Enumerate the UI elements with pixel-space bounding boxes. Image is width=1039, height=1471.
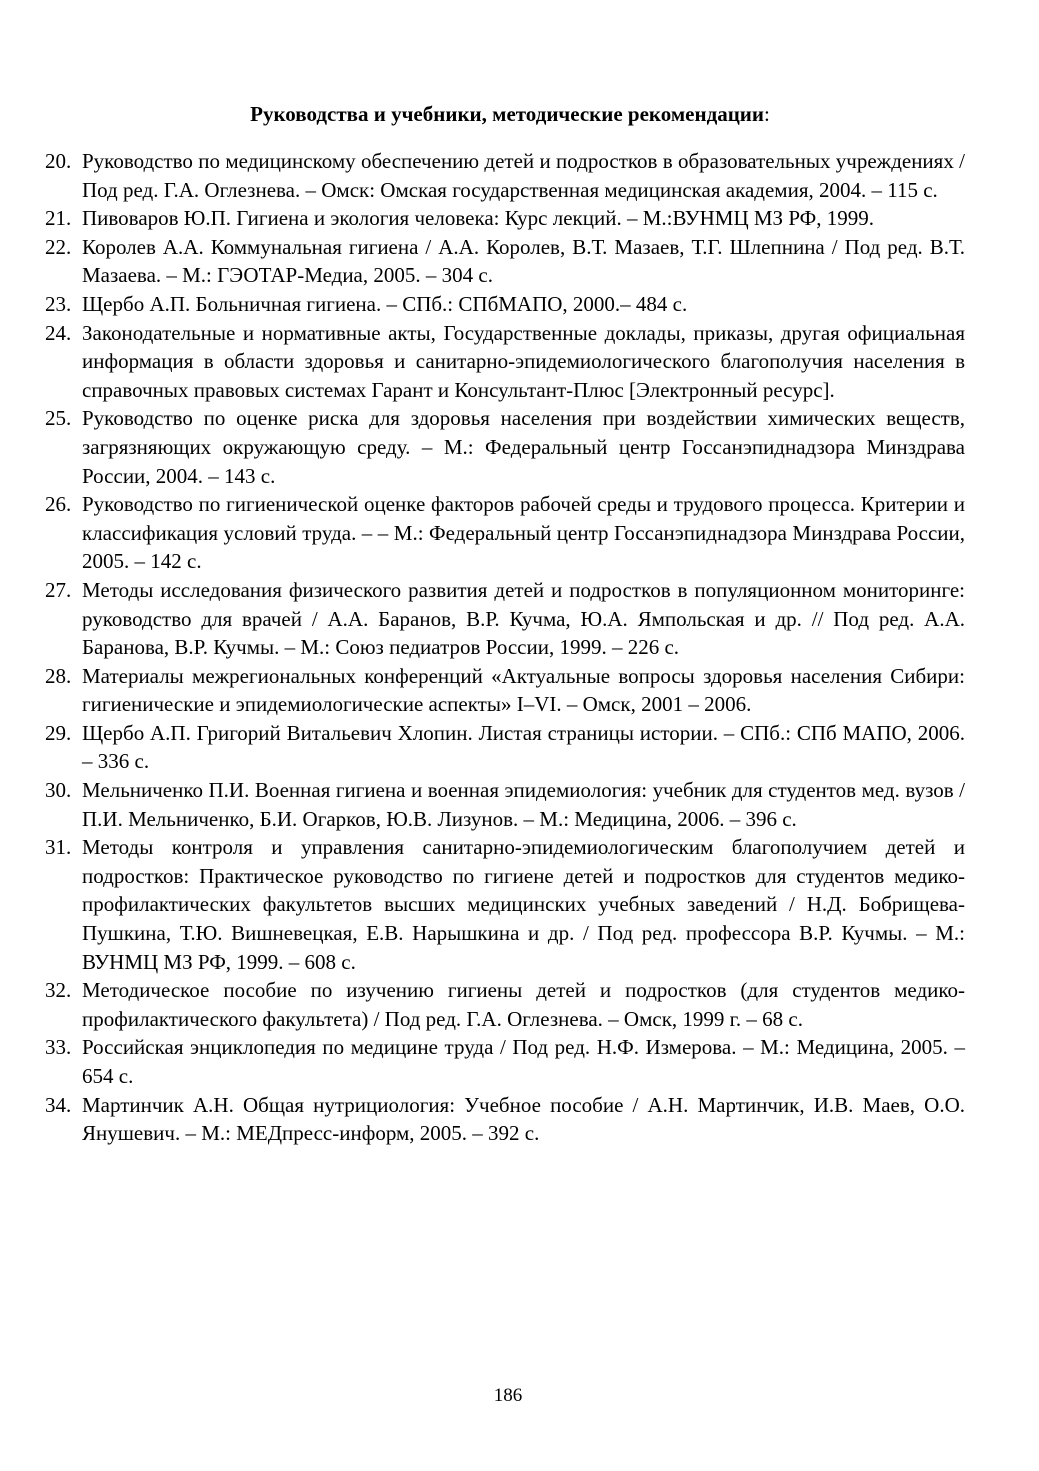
page-number: 186: [493, 1385, 523, 1406]
reference-number: 22.: [45, 234, 72, 259]
reference-text: Щербо А.П. Больничная гигиена. – СПб.: СПбМАПО, 2000.– 484 с.: [82, 291, 688, 316]
reference-text: Материалы межрегиональных конференций «Актуальные вопросы здоровья населения Сибири: гигиенические и эпидемиологические аспекты» I–VI. – Омск, 2001 – 2006.: [82, 663, 965, 717]
reference-text: Пивоваров Ю.П. Гигиена и экология человека: Курс лекций. – М.:ВУНМЦ МЗ РФ, 1999.: [82, 206, 874, 231]
reference-number: 21.: [45, 206, 72, 231]
reference-item: [45, 233, 965, 290]
reference-item: [45, 976, 965, 1033]
reference-item: [45, 204, 965, 233]
reference-text: Российская энциклопедия по медицине труда / Под ред. Н.Ф. Измерова. – М.: Медицина, 2005. – 654 с.: [82, 1035, 965, 1088]
reference-item: [45, 719, 965, 776]
reference-number: 29.: [45, 720, 72, 745]
reference-item: [45, 662, 965, 719]
reference-item: [45, 290, 965, 319]
reference-list: [45, 147, 965, 1148]
reference-number: 24.: [45, 320, 72, 345]
reference-number: 28.: [45, 663, 72, 688]
section-heading-text: Руководства и учебники, методические рекомендации: [250, 102, 764, 126]
section-heading: [0, 100, 1020, 128]
reference-text: Руководство по медицинскому обеспечению детей и подростков в образовательных учреждениях / Под ред. Г.А. Оглезнева. – Омск: Омская государственная медицинская академия, 2004. – 115 с.: [82, 149, 965, 202]
reference-number: 30.: [45, 778, 72, 803]
reference-text: Руководство по оценке риска для здоровья населения при воздействии химических веществ, загрязняющих окружающую среду. – М.: Федеральный центр Госсанэпиднадзора Минздрава России, 2004. – 143 с.: [82, 406, 965, 488]
reference-item: [45, 576, 965, 662]
reference-item: [45, 404, 965, 490]
reference-text: Методы исследования физического развития детей и подростков в популяционном мониторинге: руководство для врачей / А.А. Баранов, В.Р. Кучма, Ю.А. Ямпольская и др. // Под ред. А.А. Баранова, В.Р. Кучмы. – М.: Союз педиатров России, 1999. – 226 с.: [82, 577, 965, 660]
reference-text: Щербо А.П. Григорий Витальевич Хлопин. Листая страницы истории. – СПб.: СПб МАПО, 2006. – 336 с.: [82, 720, 965, 774]
reference-item: [45, 319, 965, 405]
section-heading-colon: :: [764, 102, 770, 126]
reference-text: Законодательные и нормативные акты, Государственные доклады, приказы, другая официальная информация в области здоровья и санитарно-эпидемиологического благополучия населения в справочных правовых системах Гарант и Консультант-Плюс [Электронный ресурс].: [82, 320, 965, 402]
reference-number: 23.: [45, 291, 72, 316]
reference-item: [45, 490, 965, 576]
reference-text: Мельниченко П.И. Военная гигиена и военная эпидемиология: учебник для студентов мед. вузов / П.И. Мельниченко, Б.И. Огарков, Ю.В. Лизунов. – М.: Медицина, 2006. – 396 с.: [82, 778, 965, 831]
reference-number: 26.: [45, 492, 72, 517]
reference-number: 20.: [45, 149, 72, 173]
reference-text: Мартинчик А.Н. Общая нутрициология: Учебное пособие / А.Н. Мартинчик, И.В. Маев, О.О. Янушевич. – М.: МЕДпресс-информ, 2005. – 392 с.: [82, 1092, 965, 1146]
reference-item: [45, 1033, 965, 1090]
reference-number: 25.: [45, 406, 72, 431]
reference-text: Королев А.А. Коммунальная гигиена / А.А. Королев, В.Т. Мазаев, Т.Г. Шлепнина / Под ред. В.Т. Мазаева. – М.: ГЭОТАР-Медиа, 2005. – 304 с.: [82, 234, 965, 288]
reference-item: [45, 776, 965, 833]
reference-number: 31.: [45, 835, 72, 860]
reference-number: 32.: [45, 978, 72, 1003]
reference-number: 33.: [45, 1035, 72, 1060]
reference-text: Руководство по гигиенической оценке факторов рабочей среды и трудового процесса. Критерии и классификация условий труда. – – М.: Федеральный центр Госсанэпиднадзора Минздрава России, 2005. – 142 с.: [82, 492, 965, 574]
reference-item: [45, 833, 965, 976]
reference-text: Методы контроля и управления санитарно-эпидемиологическим благополучием детей и подростков: Практическое руководство по гигиене детей и подростков для студентов медико-профилактических факультетов высших медицинских учебных заведений / Н.Д. Бобрищева-Пушкина, Т.Ю. Вишневецкая, Е.В. Нарышкина и др. / Под ред. профессора В.Р. Кучмы. – М.: ВУНМЦ МЗ РФ, 1999. – 608 с.: [82, 835, 965, 974]
reference-item: [45, 147, 965, 204]
reference-number: 34.: [45, 1092, 72, 1117]
reference-item: [45, 1091, 965, 1148]
reference-number: 27.: [45, 577, 72, 602]
reference-text: Методическое пособие по изучению гигиены детей и подростков (для студентов медико-профилактического факультета) / Под ред. Г.А. Оглезнева. – Омск, 1999 г. – 68 с.: [82, 978, 965, 1031]
